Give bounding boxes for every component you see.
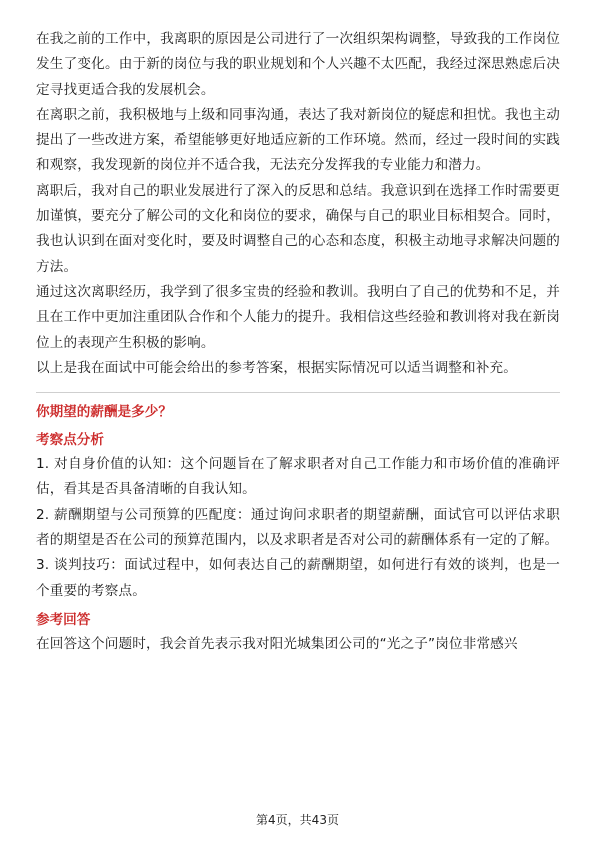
page-number: 第4页，共43页 (256, 813, 339, 827)
paragraph: 在离职之前，我积极地与上级和同事沟通，表达了我对新岗位的疑虑和担忧。我也主动提出了一些改进方案，希望能够更好地适应新的工作环境。然而，经过一段时间的实践和观察，我发现新的岗位并不适合我，无法充分发挥我的专业能力和潜力。 (36, 106, 560, 174)
analysis-item: 2. 薪酬期望与公司预算的匹配度：通过询问求职者的期望薪酬，面试官可以评估求职者的期望是否在公司的预算范围内，以及求职者是否对公司的薪酬体系有一定的了解。 (36, 506, 560, 549)
analysis-heading: 考察点分析 (36, 432, 104, 449)
paragraph: 在我之前的工作中，我离职的原因是公司进行了一次组织架构调整，导致我的工作岗位发生了变化。由于新的岗位与我的职业规划和个人兴趣不太匹配，我经过深思熟虑后决定寻找更适合我的发展机会。 (36, 31, 560, 98)
paragraph: 离职后，我对自己的职业发展进行了深入的反思和总结。我意识到在选择工作时需要更加谨慎，要充分了解公司的文化和岗位的要求，确保与自己的职业目标相契合。同时，我也认识到在面对变化时，要及时调整自己的心态和态度，积极主动地寻求解决问题的方法。 (36, 182, 560, 275)
answer-text: 在回答这个问题时，我会首先表示我对阳光城集团公司的“光之子”岗位非常感兴 (36, 635, 518, 652)
section-divider (36, 392, 560, 393)
analysis-item: 3. 谈判技巧：面试过程中，如何表达自己的薪酬期望，如何进行有效的谈判，也是一个重要的考察点。 (36, 557, 560, 599)
analysis-item: 1. 对自身价值的认知：这个问题旨在了解求职者对自己工作能力和市场价值的准确评估，看其是否具备清晰的自我认知。 (36, 456, 560, 498)
document-page (36, 27, 560, 657)
answer-heading: 参考回答 (36, 611, 91, 628)
question-heading: 你期望的薪酬是多少？ (36, 404, 172, 421)
paragraph: 以上是我在面试中可能会给出的参考答案，根据实际情况可以适当调整和补充。 (36, 359, 518, 376)
paragraph: 通过这次离职经历，我学到了很多宝贵的经验和教训。我明白了自己的优势和不足，并且在工作中更加注重团队合作和个人能力的提升。我相信这些经验和教训将对我在新岗位上的表现产生积极的影响。 (36, 283, 560, 351)
